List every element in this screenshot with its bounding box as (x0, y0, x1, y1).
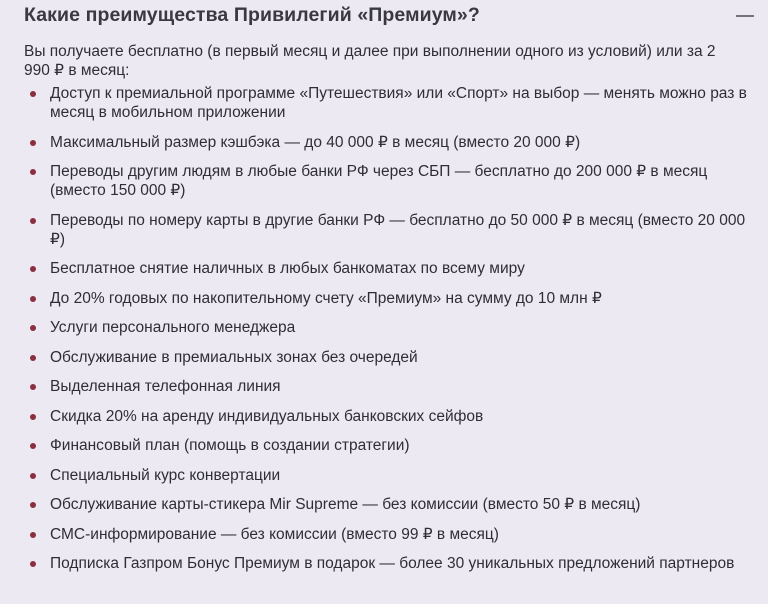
bullet-icon (30, 502, 36, 508)
list-item: Бесплатное снятие наличных в любых банкоматах по всему миру (24, 259, 754, 278)
faq-intro-text: Вы получаете бесплатно (в первый месяц и далее при выполнении одного из условий) или за 2 990 ₽ в месяц: (24, 43, 716, 79)
bullet-icon (30, 414, 36, 420)
bullet-icon (30, 266, 36, 272)
faq-question-title: Какие преимущества Привилегий «Премиум»? (24, 3, 480, 26)
bullet-icon (30, 532, 36, 538)
list-item: До 20% годовых по накопительному счету «Премиум» на сумму до 10 млн ₽ (24, 289, 754, 308)
bullet-icon (30, 218, 36, 224)
bullet-icon (30, 91, 36, 97)
minus-icon[interactable] (734, 5, 754, 25)
list-item: Обслуживание карты-стикера Mir Supreme — без комиссии (вместо 50 ₽ в месяц) (24, 495, 754, 514)
bullet-icon (30, 169, 36, 175)
list-item: Переводы другим людям в любые банки РФ через СБП — бесплатно до 200 000 ₽ в месяц (вместо 150 000 ₽) (24, 162, 754, 200)
bullet-icon (30, 384, 36, 390)
bullet-icon (30, 443, 36, 449)
list-item: Скидка 20% на аренду индивидуальных банковских сейфов (24, 407, 754, 426)
bullet-icon (30, 325, 36, 331)
list-item: Услуги персонального менеджера (24, 318, 754, 337)
bullet-icon (30, 561, 36, 567)
list-item: Выделенная телефонная линия (24, 377, 754, 396)
perks-list (24, 84, 754, 584)
bullet-icon (30, 140, 36, 146)
bullet-icon (30, 296, 36, 302)
list-item: Специальный курс конвертации (24, 466, 754, 485)
bullet-icon (30, 355, 36, 361)
faq-header[interactable] (24, 0, 754, 30)
list-item: СМС-информирование — без комиссии (вместо 99 ₽ в месяц) (24, 525, 754, 544)
list-item: Подписка Газпром Бонус Премиум в подарок — более 30 уникальных предложений партнеров (24, 554, 754, 573)
list-item: Переводы по номеру карты в другие банки РФ — бесплатно до 50 000 ₽ в месяц (вместо 20 000 ₽) (24, 211, 754, 249)
list-item: Обслуживание в премиальных зонах без очередей (24, 348, 754, 367)
bullet-icon (30, 473, 36, 479)
list-item: Финансовый план (помощь в создании стратегии) (24, 436, 754, 455)
list-item: Доступ к премиальной программе «Путешествия» или «Спорт» на выбор — менять можно раз в месяц в мобильном приложении (24, 84, 754, 122)
list-item: Максимальный размер кэшбэка — до 40 000 ₽ в месяц (вместо 20 000 ₽) (24, 133, 754, 152)
